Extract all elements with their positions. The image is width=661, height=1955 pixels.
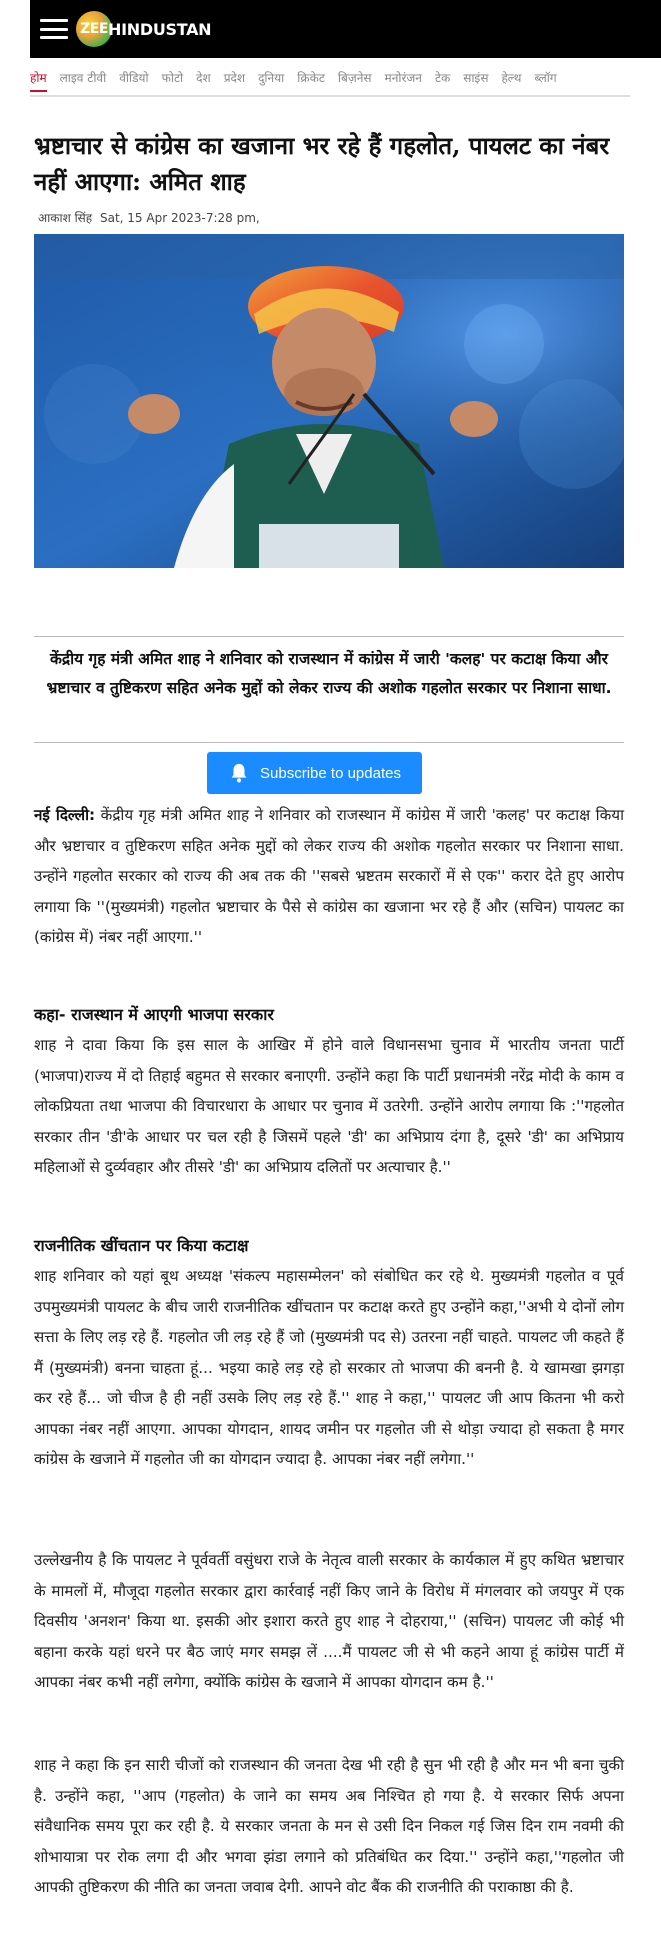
logo-mark: ZEE bbox=[76, 11, 112, 47]
article-byline bbox=[38, 209, 260, 226]
subheading-political-tussle: राजनीतिक खींचतान पर किया कटाक्ष bbox=[34, 1236, 249, 1255]
main-nav bbox=[30, 64, 661, 92]
nav-item-cricket[interactable]: क्रिकेट bbox=[297, 71, 325, 85]
summary-divider-top bbox=[34, 636, 624, 637]
site-logo[interactable] bbox=[76, 5, 211, 53]
subscribe-button[interactable] bbox=[207, 752, 422, 794]
article-paragraph-4: उल्लेखनीय है कि पायलट ने पूर्ववर्ती वसुंधरा राजे के नेतृत्व वाली सरकार के कार्यकाल में हुए कथित भ्रष्टाचार के मामलों में, मौजूदा गहलोत सरकार द्वारा कार्रवाई नहीं किए जाने के विरोध में मंगलवार को जयपुर में एक दिवसीय 'अनशन' किया था. इसकी ओर इशारा करते हुए शाह ने दोहराया,'' (सचिन) पायलट जी कोई भी बहाना करके यहां धरने पर बैठ जाएं मगर समझ लें ....मैं पायलट जी से भी कहने आया हूं कांग्रेस पार्टी में आपका नंबर कभी नहीं लगेगा, क्योंकि कांग्रेस के खजाने में आपका योगदान कम है.'' bbox=[34, 1551, 624, 1691]
author-name[interactable]: आकाश सिंह bbox=[38, 211, 93, 225]
nav-item-country[interactable]: देश bbox=[196, 71, 211, 85]
menu-icon[interactable] bbox=[40, 19, 68, 39]
nav-item-business[interactable]: बिज़नेस bbox=[337, 71, 372, 85]
publish-datetime: Sat, 15 Apr 2023-7:28 pm, bbox=[99, 211, 260, 225]
hero-image bbox=[34, 234, 624, 568]
nav-item-blog[interactable]: ब्लॉग bbox=[534, 71, 557, 85]
nav-item-live-tv[interactable]: लाइव टीवी bbox=[59, 71, 107, 85]
nav-divider bbox=[30, 95, 630, 97]
article-paragraph-1 bbox=[34, 800, 624, 953]
article-paragraph-3: शाह शनिवार को यहां बूथ अध्यक्ष 'संकल्प महासम्मेलन' को संबोधित कर रहे थे. मुख्यमंत्री गहलोत व पूर्व उपमुख्यमंत्री पायलट के बीच जारी राजनीतिक खींचतान पर कटाक्ष करते हुए उन्होंने कहा,''अभी ये दोनों लोग सत्ता के लिए लड़ रहे हैं. गहलोत जी लड़ रहे हैं जो (मुख्यमंत्री पद से) उतरना नहीं चाहते. पायलट जी कहते हैं मैं (मुख्यमंत्री) बनना चाहता हूं... भइया काहे लड़ रहे हो सरकार तो भाजपा की बननी है. ये खामखा झगड़ा कर रहे हैं... जो चीज है ही नहीं उसके लिए लड़ रहे हैं.'' शाह ने कहा,'' पायलट जी आप कितना भी करो आपका नंबर नहीं आएगा. आपका योगदान, शायद जमीन पर गहलोत जी से थोड़ा ज्यादा हो सकता है मगर कांग्रेस के खजाने में गहलोत जी का योगदान ज्यादा है. आपका नंबर नहीं लगेगा.'' bbox=[34, 1267, 624, 1468]
nav-item-state[interactable]: प्रदेश bbox=[223, 71, 246, 85]
bell-icon bbox=[228, 762, 250, 784]
subheading-bjp-government: कहा- राजस्थान में आएगी भाजपा सरकार bbox=[34, 1005, 274, 1024]
nav-item-photo[interactable]: फोटो bbox=[161, 71, 184, 85]
paragraph-1-text: केंद्रीय गृह मंत्री अमित शाह ने शनिवार को राजस्थान में कांग्रेस में जारी 'कलह' पर कटाक्ष किया और भ्रष्टाचार व तुष्टिकरण सहित अनेक मुद्दों को लेकर राज्य की अशोक गहलोत सरकार पर निशाना साधा. उन्होंने गहलोत सरकार को राज्य की अब तक की ''सबसे भ्रष्टतम सरकारों में से एक'' करार देते हुए आरोप लगाया कि ''(मुख्यमंत्री) गहलोत भ्रष्टाचार के पैसे से कांग्रेस का खजाना भर रहे हैं और (सचिन) पायलट का (कांग्रेस में) नंबर नहीं आएगा.'' bbox=[34, 806, 624, 946]
nav-item-video[interactable]: वीडियो bbox=[119, 71, 149, 85]
nav-item-entertainment[interactable]: मनोरंजन bbox=[384, 71, 422, 85]
logo-text: HINDUSTAN bbox=[108, 19, 212, 39]
nav-item-home[interactable]: होम bbox=[30, 64, 47, 92]
summary-divider-bottom bbox=[34, 742, 624, 743]
dateline: नई दिल्ली: bbox=[34, 806, 96, 824]
nav-item-tech[interactable]: टेक bbox=[434, 71, 451, 85]
nav-item-science[interactable]: साइंस bbox=[463, 71, 489, 85]
article-headline: भ्रष्टाचार से कांग्रेस का खजाना भर रहे हैं गहलोत, पायलट का नंबर नहीं आएगा: अमित शाह bbox=[34, 131, 610, 196]
nav-item-health[interactable]: हेल्थ bbox=[501, 71, 522, 85]
subscribe-label: Subscribe to updates bbox=[260, 764, 401, 782]
nav-item-world[interactable]: दुनिया bbox=[258, 71, 285, 85]
article-paragraph-2: शाह ने दावा किया कि इस साल के आखिर में होने वाले विधानसभा चुनाव में भारतीय जनता पार्टी (भाजपा)राज्य में दो तिहाई बहुमत से सरकार बनाएगी. उन्होंने कहा कि पार्टी प्रधानमंत्री नरेंद्र मोदी के काम व लोकप्रियता तथा भाजपा की विचारधारा के आधार पर चुनाव में उतरेगी. उन्होंने आरोप लगाया कि :''गहलोत सरकार तीन 'डी'के आधार पर चल रही है जिसमें पहले 'डी' का अभिप्राय दंगा है, दूसरे 'डी' का अभिप्राय महिलाओं से दुर्व्यवहार और तीसरे 'डी' का अभिप्राय दलितों पर अत्याचार है.'' bbox=[34, 1036, 624, 1176]
site-header bbox=[30, 0, 661, 58]
article-summary: केंद्रीय गृह मंत्री अमित शाह ने शनिवार को राजस्थान में कांग्रेस में जारी 'कलह' पर कटाक्ष किया और भ्रष्टाचार व तुष्टिकरण सहित अनेक मुद्दों को लेकर राज्य की अशोक गहलोत सरकार पर निशाना साधा. bbox=[46, 650, 612, 697]
article-paragraph-5: शाह ने कहा कि इन सारी चीजों को राजस्थान की जनता देख भी रही है सुन भी रही है और मन भी बना चुकी है. उन्होंने कहा, ''आप (गहलोत) के जाने का समय अब निश्चित हो गया है. ये सरकार सिर्फ अपना संवैधानिक समय पूरा कर रही है. ये सरकार जनता के मन से उसी दिन निकल गई जिस दिन राम नवमी की शोभायात्रा पर रोक लगा दी और भगवा झंडा लगाने को प्रतिबंधित कर दिया.'' उन्होंने कहा,''गहलोत जी आपकी तुष्टिकरण की नीति का जनता जवाब देगी. आपने वोट बैंक की राजनीति की पराकाष्ठा की है. bbox=[34, 1756, 624, 1896]
